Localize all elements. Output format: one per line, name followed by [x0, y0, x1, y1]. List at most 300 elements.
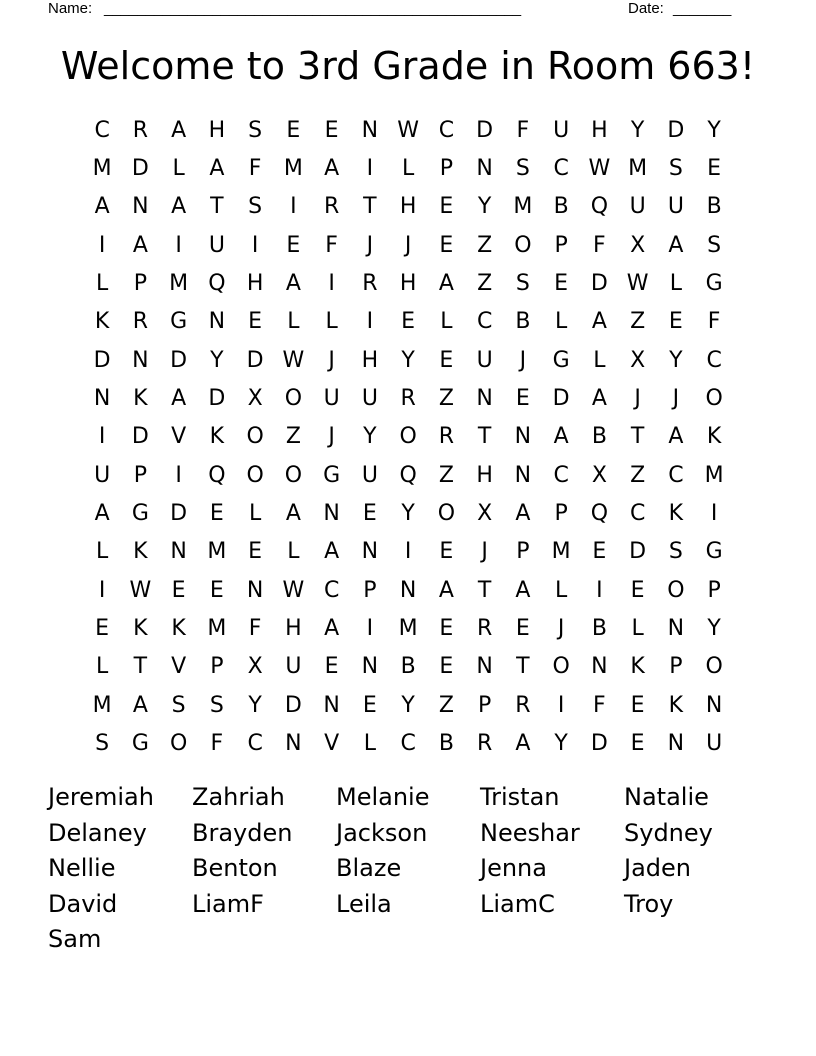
grid-letter: E: [324, 117, 339, 143]
grid-letter: X: [630, 232, 646, 258]
grid-letter: C: [438, 117, 455, 143]
grid-letter: F: [248, 616, 262, 642]
grid-letter: E: [439, 347, 454, 373]
grid-letter: O: [667, 577, 685, 603]
name-field[interactable]: __________________________________________________: [104, 0, 522, 17]
grid-letter: L: [325, 309, 338, 335]
grid-letter: U: [361, 386, 378, 412]
grid-letter: N: [667, 731, 685, 757]
grid-letter: K: [94, 309, 110, 335]
grid-letter: O: [552, 654, 570, 680]
word-list-item: Sydney: [624, 818, 713, 847]
grid-letter: A: [171, 117, 187, 143]
grid-letter: M: [283, 156, 303, 182]
grid-letter: N: [93, 386, 111, 412]
grid-letter: D: [246, 347, 264, 373]
grid-letter: J: [672, 386, 680, 412]
grid-letter: T: [477, 577, 492, 603]
grid-letter: Z: [630, 309, 646, 335]
grid-letter: L: [287, 539, 300, 565]
grid-letter: N: [361, 539, 379, 565]
grid-letter: M: [513, 194, 533, 220]
grid-letter: G: [323, 462, 341, 488]
grid-letter: U: [629, 194, 646, 220]
grid-letter: J: [519, 347, 527, 373]
grid-letter: R: [476, 731, 493, 757]
grid-letter: H: [361, 347, 379, 373]
grid-letter: R: [400, 386, 416, 412]
grid-letter: Y: [669, 347, 683, 373]
grid-letter: Y: [554, 731, 568, 757]
grid-letter: F: [516, 117, 530, 143]
grid-letter: M: [92, 692, 112, 718]
grid-letter: E: [401, 309, 416, 335]
grid-letter: N: [361, 117, 379, 143]
grid-letter: Y: [401, 347, 415, 373]
grid-letter: G: [705, 271, 723, 297]
grid-letter: A: [285, 501, 301, 527]
grid-letter: I: [328, 271, 335, 297]
grid-letter: I: [710, 501, 718, 527]
grid-letter: S: [248, 194, 263, 220]
grid-letter: D: [590, 731, 608, 757]
grid-letter: R: [362, 271, 378, 297]
grid-letter: F: [210, 731, 224, 757]
grid-letter: A: [324, 156, 340, 182]
grid-letter: N: [361, 654, 379, 680]
grid-letter: H: [399, 271, 417, 297]
grid-letter: H: [285, 616, 302, 642]
word-list-item: LiamF: [192, 889, 264, 918]
grid-letter: D: [208, 386, 226, 412]
word-list-item: Zahriah: [192, 783, 285, 811]
name-label: Name:: [48, 0, 93, 17]
grid-letter: B: [515, 309, 531, 335]
grid-letter: N: [323, 692, 340, 718]
grid-letter: L: [593, 347, 606, 373]
word-list-item: Benton: [192, 854, 278, 882]
grid-letter: N: [246, 577, 264, 603]
grid-letter: V: [171, 424, 187, 450]
grid-letter: P: [516, 539, 530, 565]
grid-letter: C: [553, 462, 569, 488]
grid-letter: G: [552, 347, 570, 373]
grid-letter: L: [401, 156, 415, 182]
grid-letter: Z: [285, 424, 301, 450]
grid-letter: Q: [208, 271, 226, 297]
grid-letter: I: [366, 309, 374, 335]
grid-letter: D: [170, 501, 188, 527]
grid-letter: H: [208, 117, 226, 143]
grid-letter: C: [247, 731, 263, 757]
grid-letter: N: [667, 616, 685, 642]
grid-letter: X: [630, 347, 646, 373]
grid-letter: D: [131, 424, 149, 450]
grid-letter: E: [707, 156, 722, 182]
grid-letter: O: [437, 501, 456, 527]
grid-letter: Z: [438, 462, 454, 488]
grid-letter: Y: [363, 424, 377, 450]
grid-letter: K: [133, 386, 148, 412]
grid-letter: W: [397, 117, 419, 143]
grid-letter: Q: [208, 462, 226, 488]
grid-letter: B: [438, 731, 454, 757]
grid-letter: M: [169, 271, 189, 297]
grid-letter: D: [131, 156, 149, 182]
grid-letter: K: [630, 654, 645, 680]
grid-letter: N: [323, 501, 340, 527]
grid-letter: U: [361, 462, 378, 488]
grid-letter: S: [95, 731, 110, 757]
grid-letter: Y: [477, 194, 492, 220]
grid-letter: N: [514, 424, 532, 450]
grid-letter: A: [285, 271, 301, 297]
grid-letter: I: [557, 692, 565, 718]
grid-letter: L: [554, 577, 568, 603]
grid-letter: U: [94, 462, 111, 488]
grid-letter: B: [553, 194, 569, 220]
grid-letter: R: [515, 692, 531, 718]
word-search-grid: [83, 111, 733, 763]
grid-letter: S: [668, 539, 683, 565]
grid-letter: O: [246, 424, 264, 450]
grid-letter: P: [133, 271, 148, 297]
grid-letter: A: [515, 501, 531, 527]
grid-letter: T: [630, 424, 645, 450]
grid-letter: A: [171, 386, 187, 412]
grid-letter: K: [171, 616, 186, 642]
grid-letter: B: [591, 424, 607, 450]
grid-letter: S: [209, 692, 224, 718]
grid-letter: E: [515, 386, 530, 412]
grid-letter: I: [366, 616, 374, 642]
grid-letter: I: [98, 232, 106, 258]
grid-letter: I: [404, 539, 412, 565]
grid-letter: N: [170, 539, 187, 565]
grid-letter: I: [98, 577, 106, 603]
grid-letter: N: [399, 577, 417, 603]
grid-letter: W: [282, 577, 305, 603]
grid-letter: L: [669, 271, 682, 297]
grid-letter: U: [476, 347, 493, 373]
grid-letter: D: [284, 692, 302, 718]
grid-letter: U: [553, 117, 570, 143]
grid-letter: K: [133, 539, 148, 565]
grid-letter: A: [209, 156, 225, 182]
grid-letter: U: [285, 654, 302, 680]
grid-letter: F: [325, 232, 338, 258]
grid-letter: Y: [707, 616, 721, 642]
grid-letter: T: [477, 424, 492, 450]
word-list-item: Nellie: [48, 854, 116, 882]
grid-letter: A: [438, 271, 454, 297]
grid-letter: N: [132, 194, 149, 220]
grid-letter: Y: [401, 692, 415, 718]
word-list-item: Leila: [336, 889, 392, 918]
grid-letter: R: [438, 424, 455, 450]
grid-letter: Z: [438, 386, 454, 412]
grid-letter: U: [667, 194, 684, 220]
grid-letter: A: [668, 232, 684, 258]
grid-letter: R: [132, 309, 149, 335]
grid-letter: N: [208, 309, 226, 335]
grid-letter: J: [557, 616, 565, 642]
grid-letter: T: [133, 654, 148, 680]
grid-letter: E: [248, 309, 263, 335]
grid-letter: E: [171, 577, 186, 603]
grid-letter: I: [98, 424, 106, 450]
grid-letter: N: [476, 386, 493, 412]
grid-letter: E: [554, 271, 569, 297]
grid-letter: O: [169, 731, 188, 757]
grid-letter: E: [95, 616, 110, 642]
grid-letter: J: [634, 386, 641, 412]
grid-letter: R: [476, 616, 493, 642]
grid-letter: H: [399, 194, 417, 220]
grid-letter: R: [132, 117, 149, 143]
grid-letter: A: [94, 194, 110, 220]
grid-letter: I: [175, 462, 182, 488]
grid-letter: E: [668, 309, 683, 335]
grid-letter: Z: [477, 271, 493, 297]
grid-letter: P: [669, 654, 683, 680]
grid-letter: M: [398, 616, 418, 642]
grid-letter: Q: [590, 194, 609, 220]
grid-letter: T: [363, 194, 377, 220]
grid-letter: A: [132, 692, 148, 718]
grid-letter: C: [668, 462, 684, 488]
grid-letter: O: [399, 424, 417, 450]
grid-letter: J: [404, 232, 412, 258]
grid-letter: F: [707, 309, 721, 335]
grid-letter: D: [590, 271, 608, 297]
word-list: [48, 780, 768, 958]
grid-letter: F: [593, 692, 606, 718]
grid-letter: L: [363, 731, 376, 757]
grid-letter: T: [210, 194, 224, 220]
grid-letter: F: [593, 232, 606, 258]
word-list-item: Natalie: [624, 783, 709, 811]
grid-letter: C: [400, 731, 416, 757]
grid-letter: W: [282, 347, 305, 373]
grid-letter: M: [92, 156, 112, 182]
grid-letter: P: [439, 156, 454, 182]
grid-letter: O: [284, 386, 303, 412]
grid-letter: D: [629, 539, 647, 565]
grid-letter: I: [290, 194, 297, 220]
grid-letter: P: [363, 577, 377, 603]
grid-letter: D: [667, 117, 685, 143]
word-list-item: Neeshar: [480, 818, 580, 847]
grid-letter: Z: [438, 692, 454, 718]
word-list-item: Jaden: [624, 854, 691, 882]
grid-letter: U: [323, 386, 340, 412]
grid-letter: V: [171, 654, 187, 680]
grid-letter: B: [706, 194, 722, 220]
grid-letter: N: [476, 654, 493, 680]
grid-letter: E: [324, 654, 339, 680]
grid-letter: P: [554, 501, 568, 527]
grid-letter: Y: [210, 347, 224, 373]
grid-letter: C: [706, 347, 722, 373]
grid-letter: E: [362, 692, 377, 718]
grid-letter: A: [515, 577, 531, 603]
grid-letter: A: [553, 424, 569, 450]
grid-letter: C: [629, 501, 646, 527]
grid-letter: P: [133, 462, 148, 488]
grid-letter: O: [705, 654, 723, 680]
grid-letter: M: [551, 539, 571, 565]
word-list-item: David: [48, 889, 118, 918]
grid-letter: E: [209, 577, 224, 603]
grid-letter: L: [172, 156, 185, 182]
grid-letter: E: [209, 501, 224, 527]
grid-letter: J: [328, 347, 335, 373]
date-label: Date:: [628, 0, 664, 17]
page-title: Welcome to 3rd Grade in Room 663!: [60, 44, 756, 88]
grid-letter: S: [515, 271, 530, 297]
grid-letter: B: [400, 654, 416, 680]
grid-letter: X: [591, 462, 607, 488]
grid-letter: A: [515, 731, 531, 757]
word-list-item: Sam: [48, 925, 102, 953]
word-list-item: LiamC: [480, 889, 555, 918]
grid-letter: I: [175, 232, 182, 258]
grid-letter: E: [248, 539, 263, 565]
grid-letter: E: [286, 117, 301, 143]
grid-letter: M: [207, 616, 227, 642]
grid-letter: U: [208, 232, 225, 258]
grid-letter: Q: [399, 462, 417, 488]
grid-letter: K: [133, 616, 148, 642]
grid-letter: G: [131, 501, 149, 527]
grid-letter: N: [132, 347, 149, 373]
grid-letter: N: [476, 156, 493, 182]
grid-letter: E: [439, 654, 454, 680]
grid-letter: A: [132, 232, 148, 258]
grid-letter: T: [516, 654, 530, 680]
word-list-item: Tristan: [480, 783, 560, 811]
grid-letter: M: [207, 539, 227, 565]
grid-letter: Y: [248, 692, 262, 718]
grid-letter: G: [170, 309, 188, 335]
grid-letter: A: [438, 577, 454, 603]
grid-letter: N: [591, 654, 608, 680]
grid-letter: N: [514, 462, 532, 488]
grid-letter: G: [705, 539, 723, 565]
grid-letter: D: [170, 347, 188, 373]
word-list-item: Jackson: [336, 818, 428, 847]
grid-letter: D: [476, 117, 494, 143]
grid-letter: O: [246, 462, 264, 488]
grid-letter: N: [705, 692, 723, 718]
grid-letter: L: [554, 309, 568, 335]
grid-letter: Q: [590, 501, 609, 527]
word-list-item: Brayden: [192, 818, 293, 847]
grid-letter: E: [439, 616, 454, 642]
grid-letter: O: [284, 462, 303, 488]
grid-letter: A: [324, 539, 340, 565]
grid-letter: L: [95, 539, 109, 565]
grid-letter: L: [440, 309, 453, 335]
grid-letter: K: [706, 424, 722, 450]
grid-letter: D: [93, 347, 111, 373]
grid-letter: E: [630, 577, 645, 603]
word-list-item: Troy: [624, 889, 674, 918]
grid-letter: O: [514, 232, 532, 258]
grid-letter: A: [94, 501, 110, 527]
grid-letter: C: [476, 309, 493, 335]
grid-letter: S: [515, 156, 530, 182]
grid-letter: G: [131, 731, 149, 757]
grid-letter: M: [704, 462, 724, 488]
grid-letter: K: [668, 692, 684, 718]
word-list-item: Jeremiah: [48, 783, 154, 811]
word-list-item: Delaney: [48, 818, 147, 847]
grid-letter: R: [323, 194, 340, 220]
grid-letter: W: [588, 156, 611, 182]
grid-letter: L: [95, 271, 109, 297]
grid-letter: A: [591, 309, 607, 335]
grid-letter: Z: [477, 232, 493, 258]
grid-letter: Y: [401, 501, 415, 527]
grid-letter: E: [592, 539, 607, 565]
grid-letter: K: [668, 501, 684, 527]
grid-letter: E: [286, 232, 301, 258]
date-field[interactable]: _______: [673, 0, 732, 17]
grid-letter: W: [626, 271, 649, 297]
grid-letter: Z: [630, 462, 646, 488]
grid-letter: E: [515, 616, 530, 642]
grid-letter: J: [481, 539, 488, 565]
worksheet-header: [48, 0, 740, 20]
grid-letter: A: [591, 386, 607, 412]
grid-letter: P: [210, 654, 224, 680]
grid-letter: L: [95, 654, 109, 680]
grid-letter: L: [631, 616, 644, 642]
grid-letter: F: [248, 156, 262, 182]
grid-letter: O: [705, 386, 723, 412]
grid-letter: X: [247, 654, 263, 680]
grid-letter: D: [552, 386, 570, 412]
grid-letter: C: [94, 117, 110, 143]
grid-letter: X: [247, 386, 263, 412]
grid-letter: S: [171, 692, 186, 718]
grid-letter: A: [668, 424, 684, 450]
grid-letter: Y: [707, 117, 721, 143]
grid-letter: K: [209, 424, 225, 450]
grid-letter: N: [285, 731, 302, 757]
grid-letter: J: [366, 232, 374, 258]
grid-letter: E: [630, 692, 645, 718]
grid-letter: X: [477, 501, 493, 527]
grid-letter: P: [554, 232, 568, 258]
grid-letter: H: [246, 271, 264, 297]
grid-letter: H: [591, 117, 608, 143]
grid-letter: L: [287, 309, 300, 335]
grid-letter: E: [362, 501, 377, 527]
grid-letter: W: [129, 577, 152, 603]
grid-letter: S: [707, 232, 722, 258]
grid-letter: I: [596, 577, 603, 603]
grid-letter: V: [324, 731, 340, 757]
grid-letter: E: [439, 232, 454, 258]
grid-letter: J: [328, 424, 335, 450]
grid-letter: P: [707, 577, 721, 603]
word-list-item: Blaze: [336, 854, 402, 882]
grid-letter: S: [248, 117, 263, 143]
grid-letter: P: [477, 692, 492, 718]
